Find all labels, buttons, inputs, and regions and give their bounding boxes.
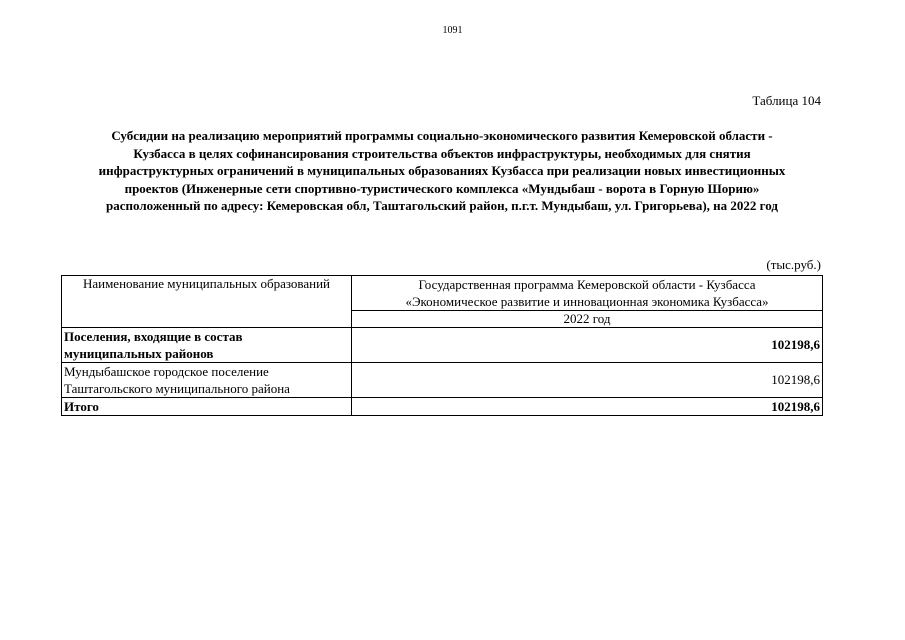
row-label-line: муниципальных районов	[64, 346, 214, 361]
row-value: 102198,6	[352, 398, 823, 416]
header-year: 2022 год	[352, 311, 823, 328]
row-label	[62, 398, 352, 416]
table-label: Таблица 104	[752, 93, 821, 108]
header-program-line: «Экономическое развитие и инновационная экономика Кузбасса»	[405, 294, 769, 309]
title-line: проектов (Инженерные сети спортивно-туристического комплекса «Мундыбаш - ворота в Горную Шорию»	[124, 180, 760, 196]
subsidy-table	[61, 275, 823, 416]
table-header-row	[62, 276, 823, 311]
title-line: Кузбасса в целях софинансирования строительства объектов инфраструктуры, необходимых для снятия	[133, 145, 751, 161]
row-value: 102198,6	[352, 363, 823, 398]
row-label-line: Итого	[64, 399, 99, 414]
header-name-cell	[62, 276, 352, 328]
row-label-line: Мундыбашское городское поселение	[64, 364, 269, 379]
header-program-line: Государственная программа Кемеровской области - Кузбасса	[418, 277, 756, 292]
table-row-total	[62, 398, 823, 416]
title-line: Субсидии на реализацию мероприятий программы социально-экономического развития Кемеровской области -	[111, 128, 773, 143]
units-label: (тыс.руб.)	[766, 257, 821, 272]
row-label	[62, 363, 352, 398]
header-program-cell	[352, 276, 823, 311]
table-row	[62, 328, 823, 363]
row-label-line: Таштагольского муниципального района	[64, 381, 290, 396]
row-label-line: Поселения, входящие в состав	[64, 329, 243, 344]
document-title	[62, 127, 822, 215]
row-label	[62, 328, 352, 363]
page-number: 1091	[442, 25, 463, 36]
title-line: инфраструктурных ограничений в муниципальных образованиях Кузбасса при реализации новых инвестиционных	[98, 163, 786, 178]
table-row	[62, 363, 823, 398]
row-value: 102198,6	[352, 328, 823, 363]
header-name: Наименование муниципальных образований	[82, 276, 331, 291]
title-line: расположенный по адресу: Кемеровская обл, Таштагольский район, п.г.т. Мундыбаш, ул. Григорьева), на 2022 год	[106, 198, 778, 213]
